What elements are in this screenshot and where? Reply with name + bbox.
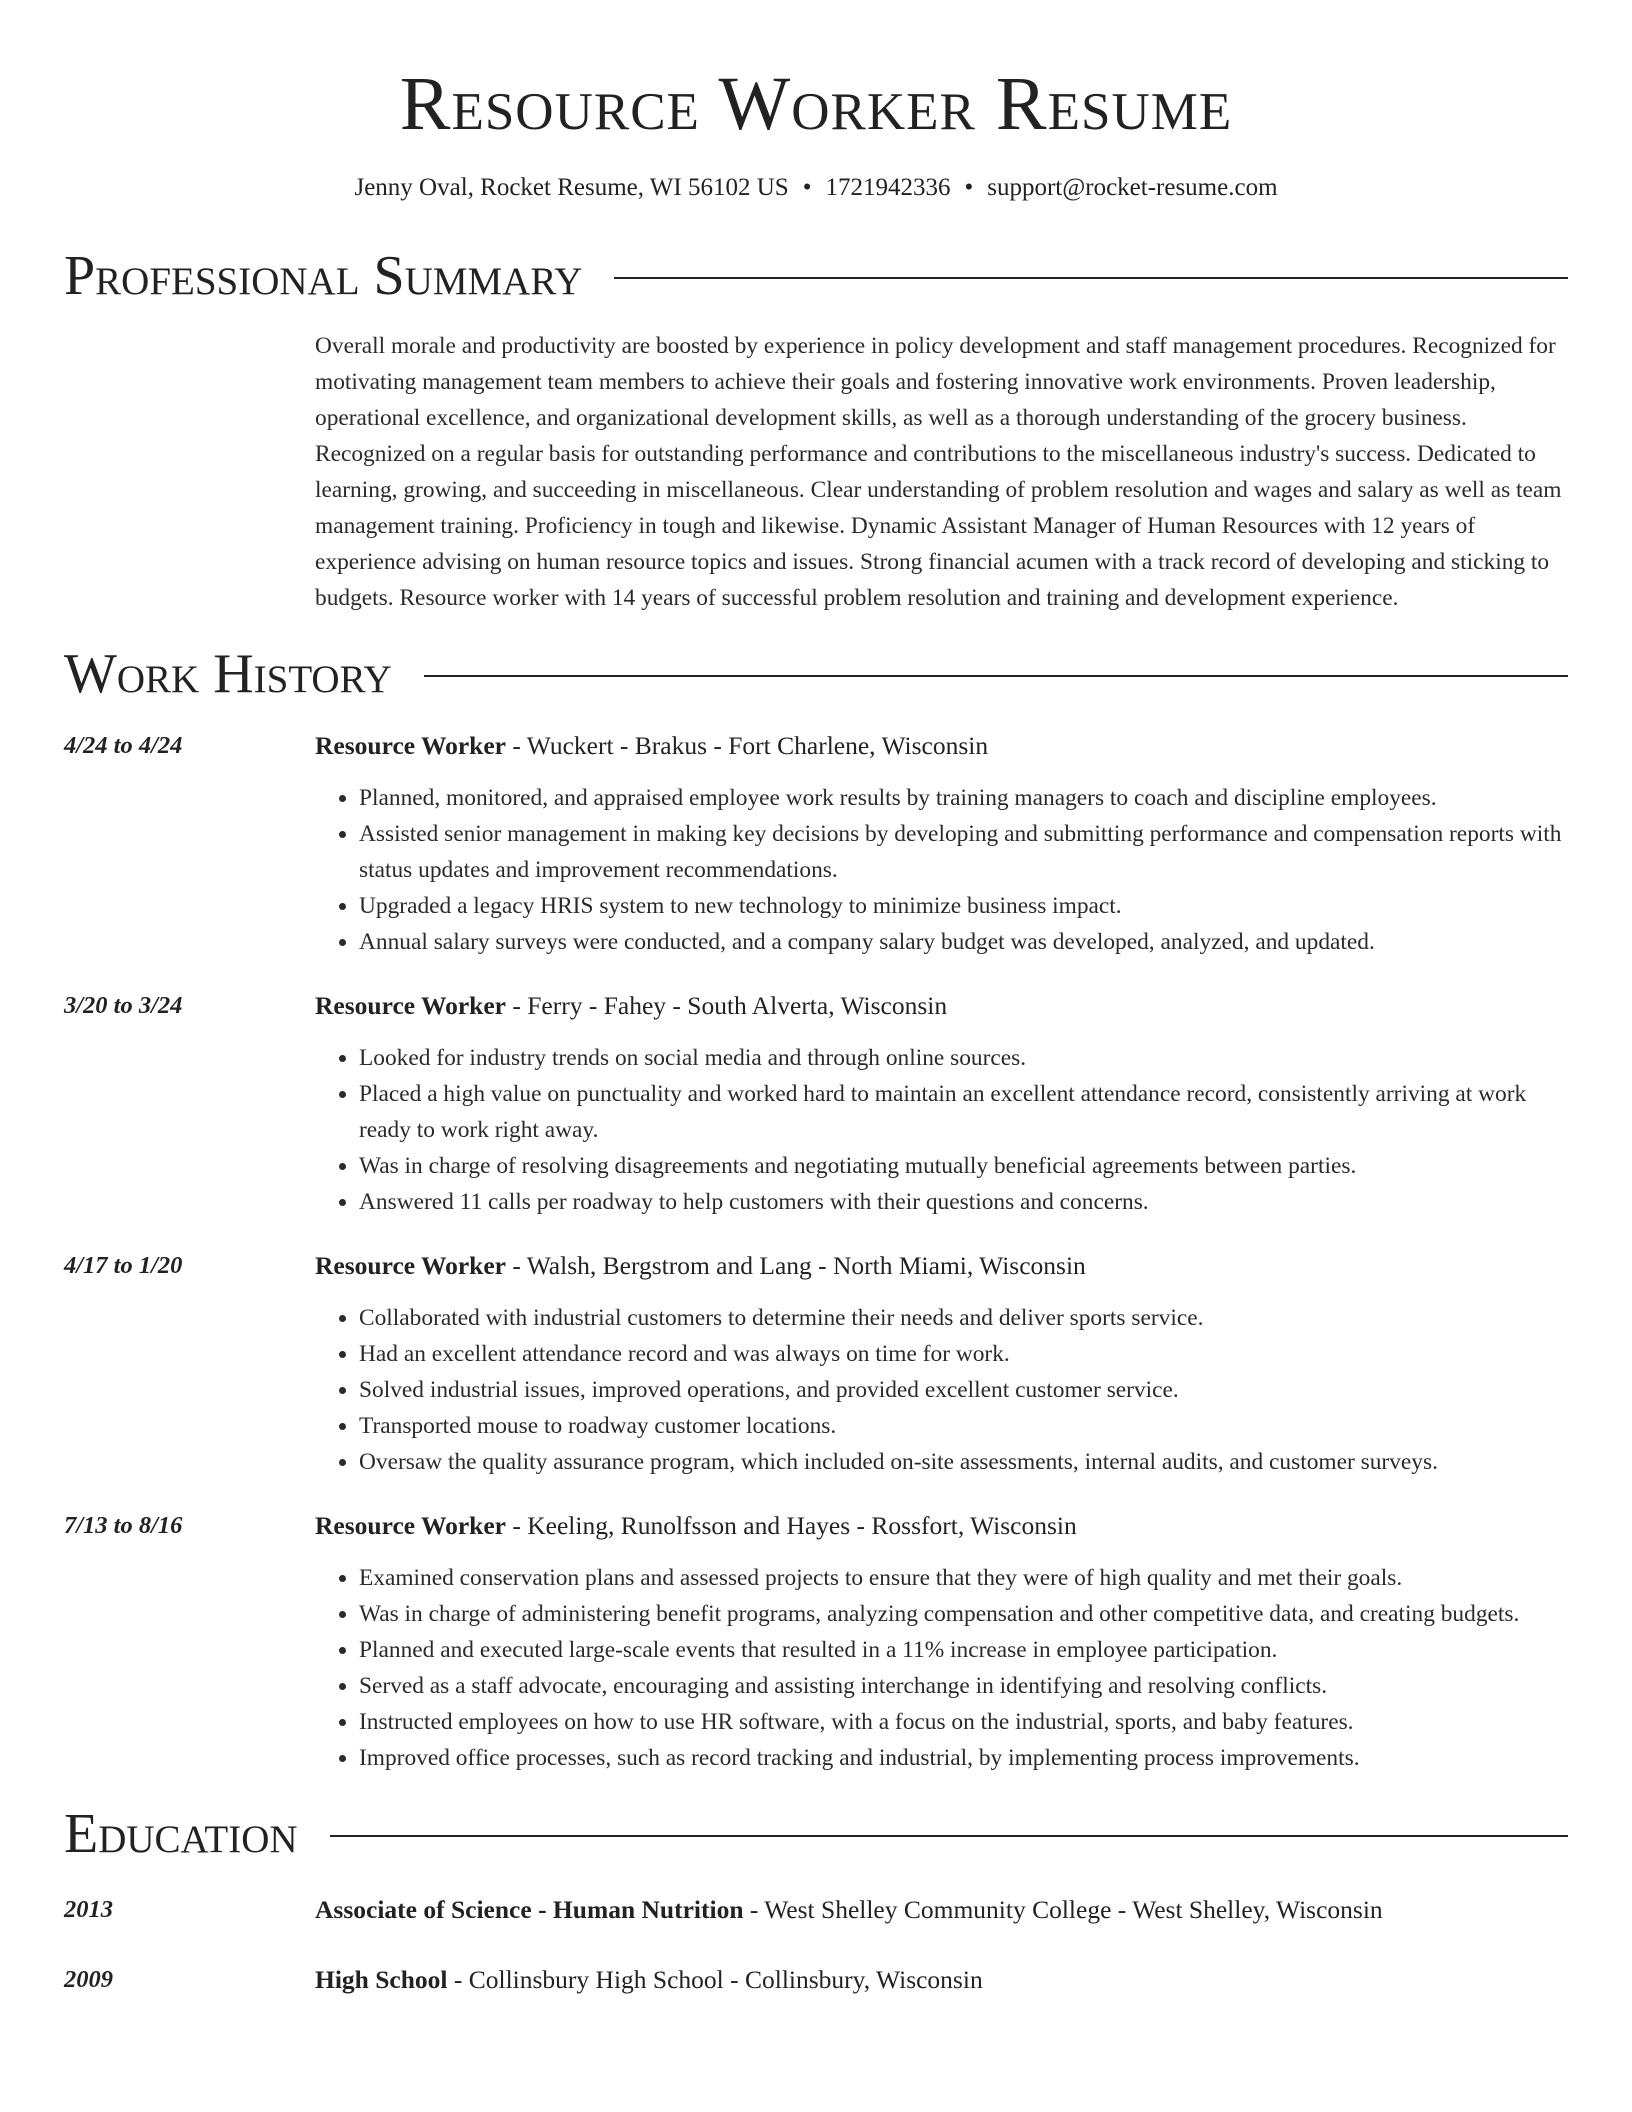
job-bullet: • Collaborated with industrial customers to determine their needs and deliver sports service. <box>359 1300 1568 1336</box>
work-section-header <box>64 642 1568 706</box>
job-entry <box>64 988 1568 1220</box>
job-bullet: • Planned, monitored, and appraised employee work results by training managers to coach and discipline employees. <box>359 780 1568 816</box>
job-employer: - Walsh, Bergstrom and Lang - North Miami, Wisconsin <box>505 1251 1086 1280</box>
job-bullet: • Annual salary surveys were conducted, and a company salary budget was developed, analyzed, and updated. <box>359 924 1568 960</box>
job-heading <box>315 728 1568 764</box>
contact-separator: • <box>964 174 974 201</box>
job-bullets <box>315 1300 1568 1480</box>
education-school: - Collinsbury High School - Collinsbury, Wisconsin <box>447 1965 983 1994</box>
job-bullet: • Had an excellent attendance record and was always on time for work. <box>359 1336 1568 1372</box>
job-bullets <box>315 1560 1568 1776</box>
section-divider <box>330 1835 1568 1837</box>
section-divider <box>424 675 1568 677</box>
resume-page <box>64 0 1568 1998</box>
job-body <box>315 728 1568 960</box>
job-title: Resource Worker <box>315 991 506 1020</box>
education-year: 2009 <box>64 1966 113 1993</box>
education-degree: High School <box>315 1965 448 1994</box>
education-heading-line <box>315 1892 1383 1928</box>
section-divider <box>614 277 1568 279</box>
job-bullet: • Examined conservation plans and assessed projects to ensure that they were of high quality and met their goals. <box>359 1560 1568 1596</box>
job-heading <box>315 988 1568 1024</box>
job-bullet: • Served as a staff advocate, encouraging and assisting interchange in identifying and resolving conflicts. <box>359 1668 1568 1704</box>
contact-line <box>64 172 1568 204</box>
job-bullet: • Solved industrial issues, improved operations, and provided excellent customer service. <box>359 1372 1568 1408</box>
job-entry <box>64 1508 1568 1776</box>
job-employer: - Wuckert - Brakus - Fort Charlene, Wisconsin <box>505 731 989 760</box>
job-employer: - Keeling, Runolfsson and Hayes - Rossfort, Wisconsin <box>505 1511 1077 1540</box>
education-degree: Associate of Science - Human Nutrition <box>315 1895 744 1924</box>
job-body <box>315 1248 1568 1480</box>
job-bullets <box>315 780 1568 960</box>
job-body <box>315 1508 1568 1776</box>
work-heading: Work History <box>64 643 392 705</box>
job-entry <box>64 1248 1568 1480</box>
education-entry <box>64 1892 1568 1928</box>
job-heading <box>315 1508 1568 1544</box>
job-bullet: • Planned and executed large-scale events that resulted in a 11% increase in employee participation. <box>359 1632 1568 1668</box>
job-bullet: • Assisted senior management in making key decisions by developing and submitting performance and compensation reports with status updates and improvement recommendations. <box>359 816 1568 888</box>
contact-separator: • <box>802 174 812 201</box>
job-bullet: • Transported mouse to roadway customer locations. <box>359 1408 1568 1444</box>
job-bullet: • Was in charge of resolving disagreements and negotiating mutually beneficial agreements between parties. <box>359 1148 1568 1184</box>
education-heading: Education <box>64 1803 298 1865</box>
summary-section-header <box>64 244 1568 308</box>
education-year: 2013 <box>64 1896 113 1923</box>
job-bullets <box>315 1040 1568 1220</box>
summary-text: Overall morale and productivity are boosted by experience in policy development and staff management procedures. Recognized for motivating management team members to achieve their goals and fostering innovative work environments. Proven leadership, operational excellence, and organizational development skills, as well as a thorough understanding of the grocery business. Recognized on a regular basis for outstanding performance and contributions to the miscellaneous industry's success. Dedicated to learning, growing, and succeeding in miscellaneous. Clear understanding of problem resolution and wages and salary as well as team management training. Proficiency in tough and likewise. Dynamic Assistant Manager of Human Resources with 12 years of experience advising on human resource topics and issues. Strong financial acumen with a track record of developing and sticking to budgets. Resource worker with 14 years of successful problem resolution and training and development experience. <box>315 333 1562 611</box>
contact-phone: 1721942336 <box>825 174 951 201</box>
job-bullet: • Oversaw the quality assurance program, which included on-site assessments, internal audits, and customer surveys. <box>359 1444 1568 1480</box>
education-section-header <box>64 1802 1568 1866</box>
job-title: Resource Worker <box>315 731 506 760</box>
summary-heading: Professional Summary <box>64 245 583 307</box>
job-entry <box>64 728 1568 960</box>
job-title: Resource Worker <box>315 1511 506 1540</box>
job-heading <box>315 1248 1568 1284</box>
job-dates: 4/24 to 4/24 <box>64 732 183 759</box>
job-bullet: • Upgraded a legacy HRIS system to new technology to minimize business impact. <box>359 888 1568 924</box>
job-title: Resource Worker <box>315 1251 506 1280</box>
job-employer: - Ferry - Fahey - South Alverta, Wisconsin <box>505 991 948 1020</box>
job-bullet: • Improved office processes, such as record tracking and industrial, by implementing process improvements. <box>359 1740 1568 1776</box>
job-bullet: • Was in charge of administering benefit programs, analyzing compensation and other competitive data, and creating budgets. <box>359 1596 1568 1632</box>
resume-title: Resource Worker Resume <box>399 62 1233 146</box>
education-school: - West Shelley Community College - West Shelley, Wisconsin <box>743 1895 1383 1924</box>
job-bullet: • Instructed employees on how to use HR software, with a focus on the industrial, sports, and baby features. <box>359 1704 1568 1740</box>
job-bullet: • Looked for industry trends on social media and through online sources. <box>359 1040 1568 1076</box>
job-bullet: • Placed a high value on punctuality and worked hard to maintain an excellent attendance record, consistently arriving at work ready to work right away. <box>359 1076 1568 1148</box>
job-dates: 3/20 to 3/24 <box>64 992 183 1019</box>
job-dates: 7/13 to 8/16 <box>64 1512 183 1539</box>
job-body <box>315 988 1568 1220</box>
contact-email: support@rocket-resume.com <box>987 174 1278 201</box>
contact-address: Jenny Oval, Rocket Resume, WI 56102 US <box>354 174 789 201</box>
education-heading-line <box>315 1962 983 1998</box>
job-dates: 4/17 to 1/20 <box>64 1252 183 1279</box>
education-entry <box>64 1962 1568 1998</box>
job-bullet: • Answered 11 calls per roadway to help customers with their questions and concerns. <box>359 1184 1568 1220</box>
